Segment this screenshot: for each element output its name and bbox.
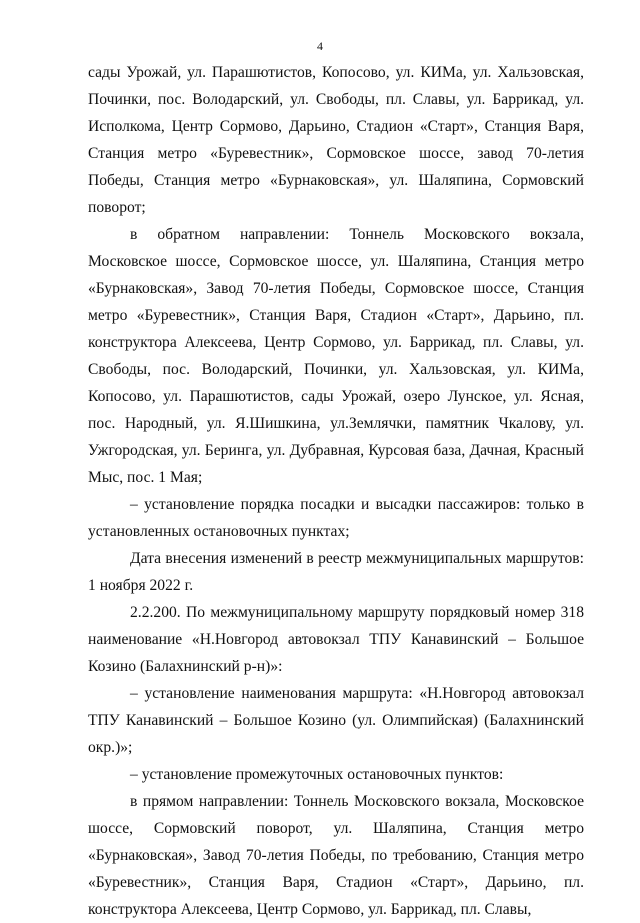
document-body xyxy=(88,59,584,923)
paragraph-registry-date: Дата внесения изменений в реестр межмуниципальных маршрутов: 1 ноября 2022 г. xyxy=(88,550,584,594)
paragraph-boarding-order: – установление порядка посадки и высадки пассажиров: только в установленных остановочных пунктах; xyxy=(88,496,584,540)
paragraph-reverse-direction: в обратном направлении: Тоннель Московского вокзала, Московское шоссе, Сормовское шоссе, ул. Шаляпина, Станция метро «Бурнаковская», Завод 70-летия Победы, Сормовское шоссе, Станция метро «Буревестник», Станция Варя, Стадион «Старт», Дарьино, пл. конструктора Алексеева, Центр Сормово, ул. Баррикад, пл. Славы, ул. Свободы, пос. Володарский, Починки, ул. Хальзовская, ул. КИМа, Копосово, ул. Парашютистов, сады Урожай, озеро Лунское, ул. Ясная, пос. Народный, ул. Я.Шишкина, ул.Землячки, памятник Чкалову, ул. Ужгородская, ул. Беринга, ул. Дубравная, Курсовая база, Дачная, Красный Мыс, пос. 1 Мая; xyxy=(88,226,584,486)
paragraph-forward-direction: в прямом направлении: Тоннель Московского вокзала, Московское шоссе, Сормовский поворот, ул. Шаляпина, Станция метро «Бурнаковская», Завод 70-летия Победы, по требованию, Станция метро «Буревестник», Станция Варя, Стадион «Старт», Дарьино, пл. конструктора Алексеева, Центр Сормово, ул. Баррикад, пл. Славы, xyxy=(88,793,584,918)
page-number: 4 xyxy=(317,39,323,53)
paragraph-route-318-heading: 2.2.200. По межмуниципальному маршруту порядковый номер 318 наименование «Н.Новгород автовокзал ТПУ Канавинский – Большое Козино (Балахнинский р-н)»: xyxy=(88,604,584,675)
paragraph-intermediate-stops: – установление промежуточных остановочных пунктов: xyxy=(130,766,504,783)
paragraph-route-name: – установление наименования маршрута: «Н.Новгород автовокзал ТПУ Канавинский – Большое Козино (ул. Олимпийская) (Балахнинский окр.)»; xyxy=(88,685,584,756)
paragraph-continued-route: сады Урожай, ул. Парашютистов, Копосово, ул. КИМа, ул. Хальзовская, Починки, пос. Володарский, ул. Свободы, пл. Славы, ул. Баррикад, ул. Исполкома, Центр Сормово, Дарьино, Стадион «Старт», Станция Варя, Станция метро «Буревестник», Сормовское шоссе, завод 70-летия Победы, Станция метро «Бурнаковская», ул. Шаляпина, Сормовский поворот; xyxy=(88,64,584,216)
